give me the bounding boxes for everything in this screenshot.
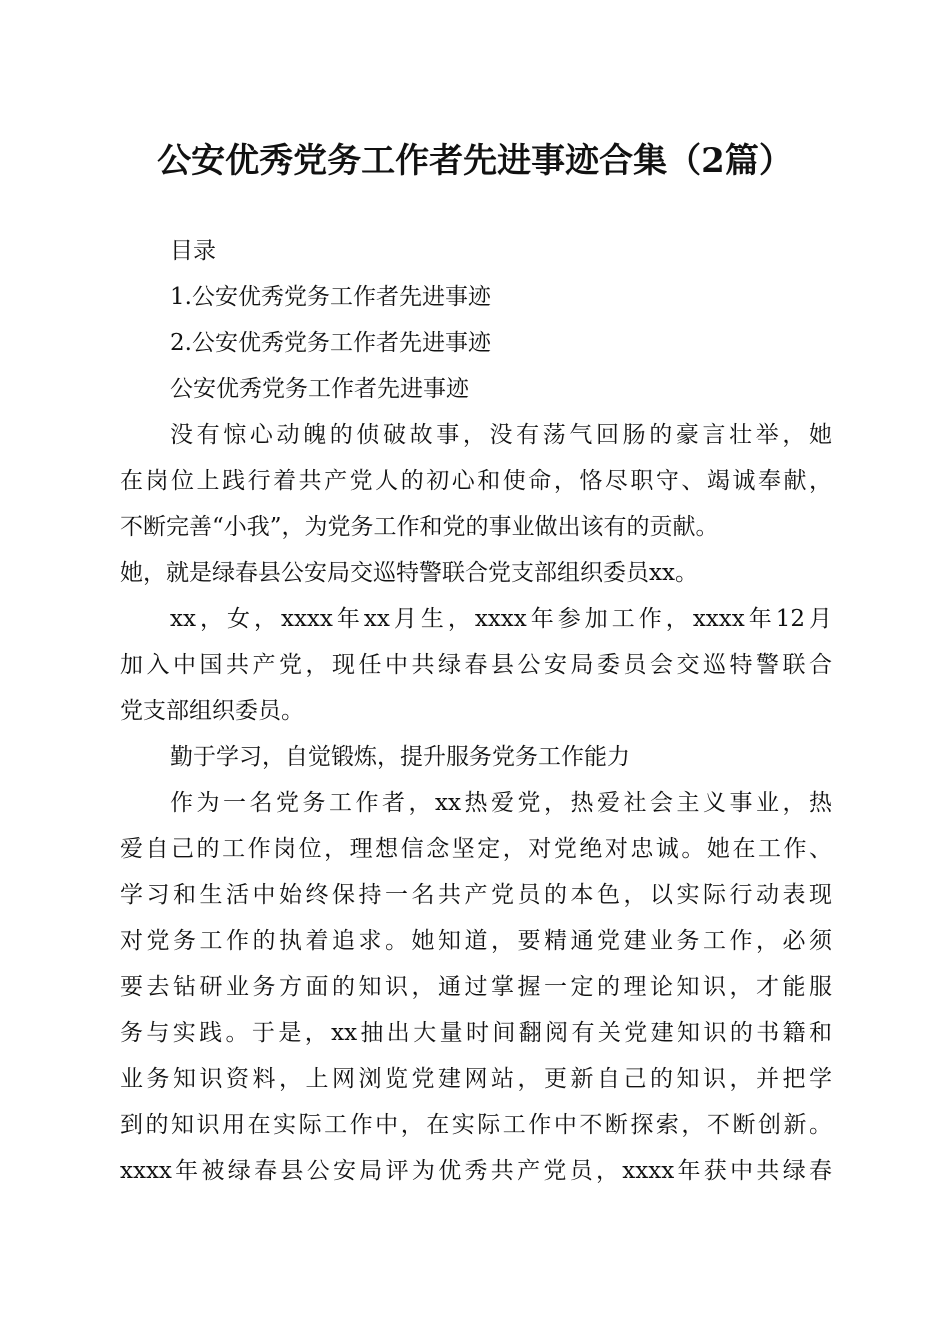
paragraph-line: 业务知识资料，上网浏览党建网站，更新自己的知识，并把学: [120, 1066, 832, 1092]
paragraph-line: 爱自己的工作岗位，理想信念坚定，对党绝对忠诚。她在工作、: [120, 836, 832, 862]
toc-item-2: 2.公安优秀党务工作者先进事迹: [170, 330, 491, 356]
paragraph-line: 加入中国共产党，现任中共绿春县公安局委员会交巡特警联合: [120, 652, 832, 678]
paragraph-line: 不断完善“小我”，为党务工作和党的事业做出该有的贡献。: [120, 514, 719, 540]
section-title: 公安优秀党务工作者先进事迹: [170, 376, 469, 402]
paragraph-line: xxxx年被绿春县公安局评为优秀共产党员，xxxx年获中共绿春: [120, 1158, 832, 1184]
paragraph-line: 她，就是绿春县公安局交巡特警联合党支部组织委员xx。: [120, 560, 698, 586]
toc-heading: 目录: [170, 238, 216, 264]
paragraph-line: 对党务工作的执着追求。她知道，要精通党建业务工作，必须: [120, 928, 832, 954]
paragraph-line: 学习和生活中始终保持一名共产党员的本色，以实际行动表现: [120, 882, 832, 908]
document-body: [120, 228, 832, 1194]
paragraph-line: 没有惊心动魄的侦破故事，没有荡气回肠的豪言壮举，她: [170, 422, 832, 448]
paragraph-line: 作为一名党务工作者，xx热爱党，热爱社会主义事业，热: [170, 790, 832, 816]
toc-item-1: 1.公安优秀党务工作者先进事迹: [170, 284, 491, 310]
document-title: 公安优秀党务工作者先进事迹合集（2篇）: [157, 141, 793, 181]
paragraph-line: 务与实践。于是，xx抽出大量时间翻阅有关党建知识的书籍和: [120, 1020, 832, 1046]
paragraph-line: 在岗位上践行着共产党人的初心和使命，恪尽职守、竭诚奉献，: [120, 468, 832, 494]
paragraph-line: 要去钻研业务方面的知识，通过掌握一定的理论知识，才能服: [120, 974, 832, 1000]
paragraph-line: 到的知识用在实际工作中，在实际工作中不断探索，不断创新。: [120, 1112, 832, 1138]
paragraph-line: 党支部组织委员。: [120, 698, 304, 724]
paragraph-line: xx，女，xxxx年xx月生，xxxx年参加工作，xxxx年12月: [170, 606, 832, 632]
section-subheading: 勤于学习，自觉锻炼，提升服务党务工作能力: [170, 744, 630, 770]
